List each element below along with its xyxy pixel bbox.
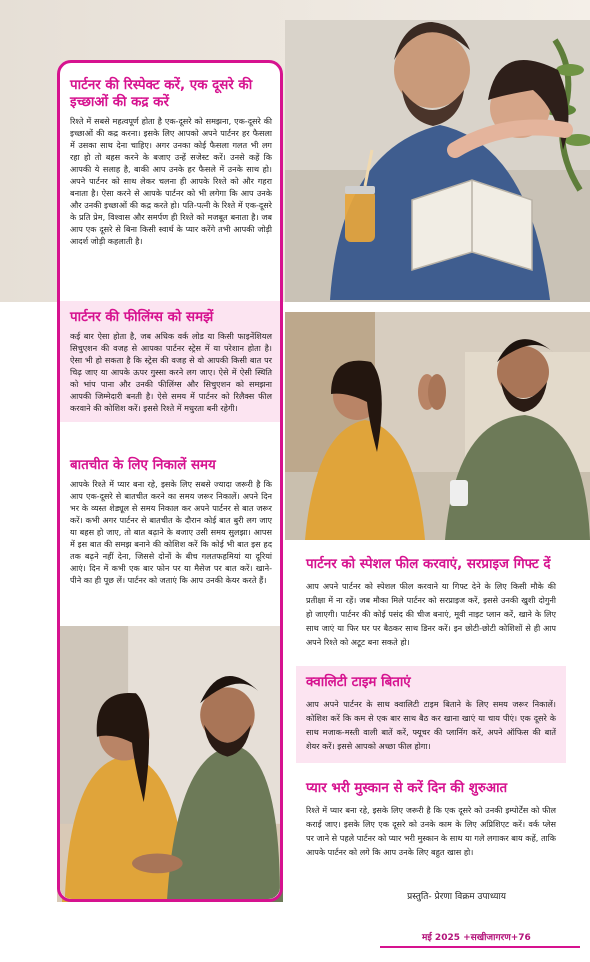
section-quality [296,666,566,763]
section-feelings [60,301,280,422]
footer-text: मई 2025 +सखीजागरण+76 [422,933,531,943]
section-smile [296,780,566,859]
section-respect-body: रिश्ते में सबसे महत्वपूर्ण होता है एक-दूसरे को समझना, एक-दूसरे की इच्छाओं की कद्र करना। इसके लिए आपको अपने पार्टनर हर फैसला में उसका साथ देना चाहिए। अगर उनका कोई फैसला गलत भी लग रहा हो तो बहस करने के बजाए उन्हें सजेस्ट करें। उनसे कहें कि आपकी ये सलाह है, बाकी आप उनके हर फैसले में उनके साथ हो। अपने पार्टनर को साथ लेकर चलना ही आपके रिश्ते को और गहरा बनाता है। ऐसा करने से आपके पार्टनर को भी लगेगा कि आप उनके और उनकी इच्छाओं की कद्र करते हो। पति-पत्नी के रिश्ते में एक-दूसरे के प्रति प्रेम, विश्वास और समर्पण ही रिश्ते को मजबूत बनाता है। जब आप एक दूसरे से बिना किसी स्वार्थ के प्यार करेंगे तभी आपकी जोड़ी आदर्श जोड़ी कहलाती है। [70,116,272,246]
section-gift-heading: पार्टनर को स्पेशल फील करवाएं, सरप्राइज गिफ्ट दें [306,557,551,572]
section-talk-body: आपके रिश्ते में प्यार बना रहे, इसके लिए सबसे ज्यादा जरूरी है कि आप एक-दूसरे से बातचीत करने का समय जरूर निकालें। अपने दिन भर के व्यस्त शेड्यूल से समय निकाल कर अपने पार्टनर से बात जरूर करें। कभी अगर पार्टनर से बातचीत के दौरान कोई बात बुरी लग जाए या बहस हो जाए, तो बात बढ़ाने के बजाए उसी समय सुलझा। आपस में इस बात की समझ बनाने की कोशिश करें कि कोई भी बात इस हद तक बढ़ने नहीं देना, जिससे दोनों के बीच गलतफहमियां या दूरियां आएं। दिन में कभी एक बार फोन पर या मैसेज पर बात करें। खाने-पीने का ही पूछ लें। पार्टनर को जताएं कि आप उनकी केयर करते हैं। [70,479,272,585]
section-talk-heading: बातचीत के लिए निकालें समय [70,458,216,473]
section-quality-heading: क्वालिटी टाइम बिताएं [306,675,411,690]
section-talk [60,457,280,586]
page-footer [380,926,580,948]
section-smile-body: रिश्ते में प्यार बना रहे, इसके लिए जरूरी है कि एक दूसरे को उनकी इम्पोर्टेंस को फील कराई जाए। इसके लिए एक दूसरे को उनके काम के लिए अप्रिशिएट करें। वर्क प्लेस पर जाने से पहले पार्टनर को प्यार भरी मुस्कान के साथ या गले लगाकर बाय कहें, ताकि आपके पार्टनर को लगे कि आप उनके लिए बहुत खास हो। [306,805,556,857]
photo-couple-talking-frame [60,626,280,899]
section-feelings-body: कई बार ऐसा होता है, जब अधिक वर्क लोड या किसी फाइनेंशियल सिचुएशन की वजह से आपका पार्टनर स्ट्रेस में या परेशान होता है। ऐसा भी हो सकता है कि स्ट्रेस की वजह से वो आपकी किसी बात पर चिढ़ जाए या आपके ऊपर गुस्सा करने लग जाए। ऐसे में ऐसी स्थिति को भांप पाना और उनकी फीलिंग्स और सिचुएशन को समझना आपकी जिम्मेदारी बनती है। ऐसे समय में पार्टनर को रिलैक्स फील करवाने की कोशिश करें। इससे रिश्ते में मधुरता बनी रहेगी। [70,331,272,413]
author-credit: प्रस्तुति- प्रेरणा विक्रम उपाध्याय [407,892,506,902]
footer-rule [380,946,580,948]
section-respect [60,77,280,247]
section-respect-heading: पार्टनर की रिस्पेक्ट करें, एक दूसरे की इच्छाओं की कद्र करें [70,78,253,110]
section-feelings-heading: पार्टनर की फीलिंग्स को समझें [70,310,214,325]
section-gift [296,556,566,649]
section-gift-body: आप अपने पार्टनर को स्पेशल फील करवाने या गिफ्ट देने के लिए किसी मौके की प्रतीक्षा में ना रहें। जब मौका मिले पार्टनर को सरप्राइज करें, इससे उनकी खुशी दोगुनी हो जाएगी। पार्टनर की कोई पसंद की चीज बनाएं, मूवी नाइट प्लान करें, खाने के लिए साथ जाएं या फिर घर पर बैठकर साथ डिनर करें। इन छोटी-छोटी कोशिशों से ही आप अपने रिश्ते को अटूट बना सकते हो। [306,581,556,647]
section-smile-heading: प्यार भरी मुस्कान से करें दिन की शुरुआत [306,781,508,796]
section-quality-body: आप अपने पार्टनर के साथ क्वालिटी टाइम बिताने के लिए समय जरूर निकालें। कोशिश करें कि कम से एक बार साथ बैठ कर खाना खाएं या चाय पीएं। एक दूसरे के साथ मजाक-मस्ती वाली बातें करें, फ्यूचर की प्लानिंग करें, अपने ऑफिस की बातें शेयर करें। इससे आपको अच्छा फील होगा। [306,699,556,751]
photo-couple-high-five [285,312,590,540]
